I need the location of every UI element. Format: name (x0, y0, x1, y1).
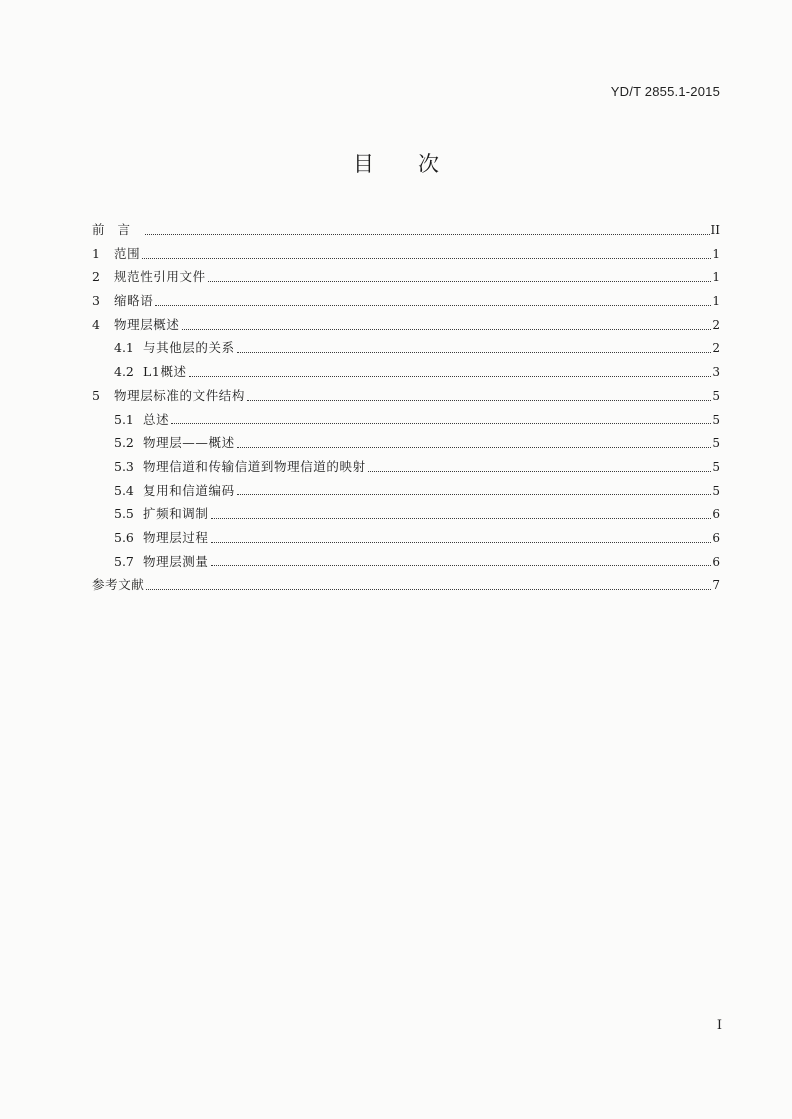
toc-leader-dots (171, 422, 711, 424)
toc-entry-title: 规范性引用文件 (114, 269, 206, 285)
toc-entry-page: 5 (712, 459, 720, 474)
toc-entry-number: 5.5 (114, 506, 134, 522)
toc-entry-title: 物理层概述 (114, 316, 180, 332)
toc-entry-number: 5.1 (114, 411, 134, 427)
toc-entry-title: 范围 (114, 245, 141, 261)
toc-entry[interactable] (92, 289, 720, 313)
toc-leader-dots (208, 280, 712, 282)
toc-entry-title: 扩频和调制 (143, 506, 209, 522)
toc-entry-page: 1 (712, 294, 720, 309)
toc-entry[interactable] (92, 265, 720, 289)
toc-entry[interactable] (92, 431, 720, 455)
toc-entry-page: 7 (712, 578, 720, 593)
toc-entry-page: 1 (712, 246, 720, 261)
toc-entry-number: 2 (92, 269, 100, 285)
toc-entry-title: 物理层标准的文件结构 (114, 387, 246, 403)
toc-entry[interactable] (92, 384, 720, 408)
toc-entry-number: 5.2 (114, 435, 134, 451)
toc-leader-dots (145, 233, 710, 235)
toc-entry-number: 5 (92, 387, 100, 403)
toc-entry[interactable] (92, 313, 720, 337)
toc-entry-number: 5.4 (114, 482, 134, 498)
toc-entry-title: 物理信道和传输信道到物理信道的映射 (143, 458, 366, 474)
toc-entry-number: 4.1 (114, 340, 134, 356)
toc-entry-page: 6 (712, 507, 720, 522)
toc-entry-page: II (710, 223, 720, 237)
page-number: I (716, 1018, 722, 1033)
toc-entry[interactable] (92, 336, 720, 360)
toc-entry-page: 5 (712, 388, 720, 403)
toc-entry-title: 复用和信道编码 (143, 482, 235, 498)
toc-entry[interactable] (92, 502, 720, 526)
toc-leader-dots (189, 375, 712, 377)
toc-entry-number: 5.6 (114, 529, 134, 545)
toc-leader-dots (211, 517, 712, 519)
toc-entry[interactable] (92, 455, 720, 479)
toc-entry-page: 5 (712, 436, 720, 451)
table-of-contents (92, 218, 720, 597)
toc-entry-title: 物理层测量 (143, 553, 209, 569)
toc-entry[interactable] (92, 360, 720, 384)
toc-leader-dots (237, 446, 712, 448)
toc-entry-title: 参考文献 (92, 577, 145, 593)
toc-leader-dots (211, 564, 712, 566)
toc-entry[interactable] (92, 479, 720, 503)
toc-entry-page: 3 (712, 365, 720, 380)
toc-leader-dots (155, 304, 711, 306)
toc-entry-number: 4 (92, 316, 100, 332)
toc-leader-dots (237, 351, 712, 353)
toc-leader-dots (142, 257, 711, 259)
toc-entry-number: 5.3 (114, 458, 134, 474)
document-code: YD/T 2855.1-2015 (610, 84, 720, 99)
toc-entry[interactable] (92, 242, 720, 266)
toc-entry-title: 与其他层的关系 (143, 340, 235, 356)
toc-entry-title: 总述 (143, 411, 170, 427)
toc-entry-number: 3 (92, 293, 100, 309)
toc-leader-dots (247, 399, 711, 401)
toc-entry-page: 2 (712, 341, 720, 356)
toc-entry[interactable] (92, 550, 720, 574)
toc-entry[interactable] (92, 526, 720, 550)
toc-leader-dots (211, 541, 712, 543)
toc-entry-number: 1 (92, 245, 100, 261)
toc-entry-page: 5 (712, 483, 720, 498)
toc-entry-number: 4.2 (114, 364, 134, 380)
toc-entry[interactable] (92, 573, 720, 597)
toc-entry[interactable] (92, 408, 720, 432)
toc-entry-page: 1 (712, 270, 720, 285)
toc-leader-dots (368, 470, 712, 472)
toc-title: 目次 (353, 152, 483, 176)
toc-leader-dots (146, 588, 711, 590)
toc-entry-page: 6 (712, 530, 720, 545)
toc-entry-title: L1概述 (143, 364, 187, 380)
toc-entry-title: 物理层——概述 (143, 435, 235, 451)
toc-entry-page: 2 (712, 317, 720, 332)
toc-leader-dots (182, 328, 712, 330)
toc-leader-dots (237, 493, 712, 495)
toc-entry-page: 5 (712, 412, 720, 427)
toc-entry-page: 6 (712, 554, 720, 569)
toc-entry[interactable] (92, 218, 720, 242)
toc-entry-title: 前言 (92, 222, 144, 237)
toc-entry-title: 物理层过程 (143, 529, 209, 545)
toc-entry-title: 缩略语 (114, 293, 154, 309)
toc-entry-number: 5.7 (114, 553, 134, 569)
